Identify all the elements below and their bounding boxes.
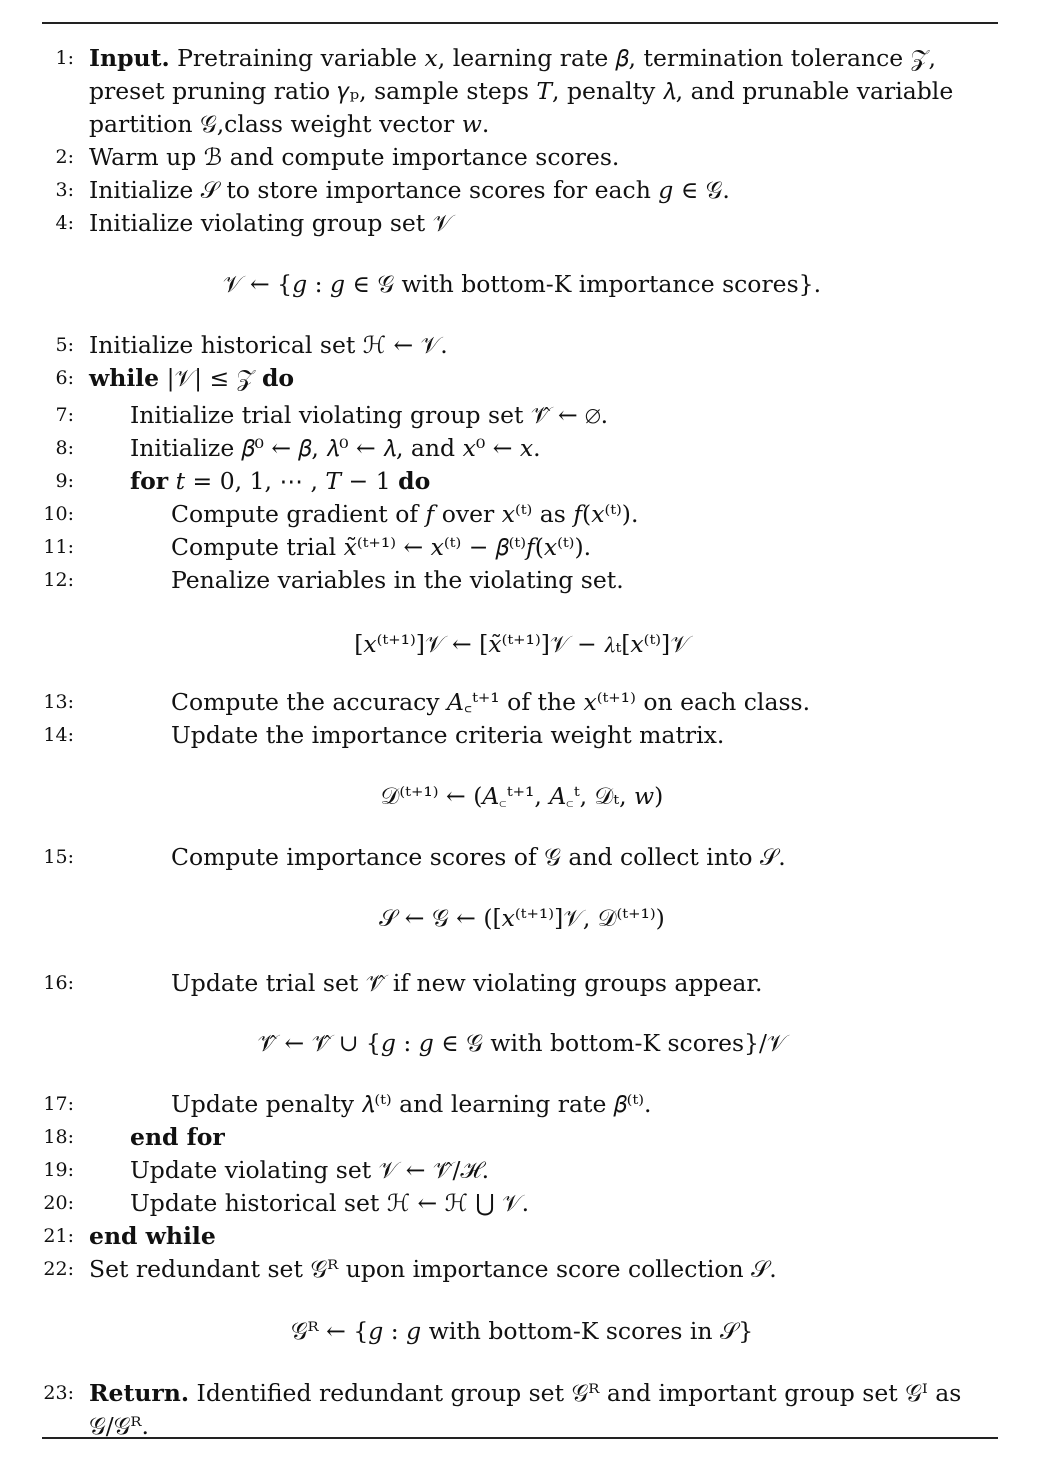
line-number: 15: [43, 846, 74, 868]
line-number: 8: [55, 437, 74, 459]
statement: Penalize variables in the violating set. [171, 566, 624, 594]
line-text [130, 1154, 489, 1187]
line-number: 5: [55, 334, 74, 356]
line-number: 10: [43, 503, 74, 525]
line-text [89, 1220, 216, 1253]
statement: partition 𝒢,class weight vector 𝑤. [89, 110, 490, 138]
statement: Initialize historical set ℋ ← 𝒱. [89, 331, 448, 359]
line-text [171, 967, 763, 1000]
statement: Warm up ℬ and compute importance scores. [89, 143, 620, 171]
line-number: 22: [43, 1258, 74, 1280]
statement: Identified redundant group set 𝒢ᴿ and important group set 𝒢ᴵ as [189, 1379, 962, 1407]
statement: 𝒢/𝒢ᴿ. [89, 1412, 149, 1440]
keyword: end while [89, 1222, 216, 1250]
keyword: do [262, 364, 295, 392]
line-number: 18: [43, 1126, 74, 1148]
line-text [89, 1377, 961, 1410]
statement: Compute importance scores of 𝒢 and collect into 𝒮. [171, 843, 786, 871]
statement: Compute trial 𝑥̃⁽ᵗ⁺¹⁾ ← 𝑥⁽ᵗ⁾ − 𝛽⁽ᵗ⁾𝑓(𝑥⁽ᵗ⁾). [171, 533, 592, 561]
line-text [89, 108, 489, 141]
display-equation: 𝒟⁽ᵗ⁺¹⁾ ← (𝐴꜀ᵗ⁺¹, 𝐴꜀ᵗ, 𝒟ₜ, 𝑤) [380, 782, 664, 810]
statement: Set redundant set 𝒢ᴿ upon importance score collection 𝒮. [89, 1255, 777, 1283]
line-text [89, 141, 619, 174]
line-number: 13: [43, 691, 74, 713]
line-text [130, 1187, 529, 1220]
line-number: 23: [43, 1382, 74, 1404]
line-number: 1: [55, 47, 74, 69]
statement: Initialize 𝒮 to store importance scores for each 𝑔 ∈ 𝒢. [89, 176, 730, 204]
line-number: 12: [43, 569, 74, 591]
line-text [89, 174, 730, 207]
statement: Initialize trial violating group set 𝒱̂ ← ∅. [130, 401, 609, 429]
line-text [171, 686, 810, 719]
line-text [171, 531, 591, 564]
line-number: 2: [55, 146, 74, 168]
display-equation: 𝒱̂ ← 𝒱̂ ∪ {𝑔 : 𝑔 ∈ 𝒢 with bottom-K scores}/𝒱 [257, 1029, 787, 1057]
statement: preset pruning ratio 𝛾ₚ, sample steps 𝑇, penalty 𝜆, and prunable variable [89, 77, 954, 105]
line-number: 11: [43, 536, 74, 558]
line-text [89, 1410, 149, 1443]
line-text [89, 329, 448, 362]
line-number: 17: [43, 1093, 74, 1115]
display-equation: 𝒮 ← 𝒢 ← ([𝑥⁽ᵗ⁺¹⁾]𝒱, 𝒟⁽ᵗ⁺¹⁾) [379, 904, 665, 932]
keyword: Return. [89, 1379, 190, 1407]
line-number: 3: [55, 179, 74, 201]
statement: Pretraining variable 𝑥, learning rate 𝛽, termination tolerance 𝒵, [169, 44, 937, 72]
line-text [171, 498, 638, 531]
line-text [89, 42, 936, 75]
line-text [89, 207, 452, 240]
statement: Compute gradient of 𝑓 over 𝑥⁽ᵗ⁾ as 𝑓(𝑥⁽ᵗ⁾). [171, 500, 639, 528]
keyword: Input. [89, 44, 170, 72]
display-equation: 𝒢ᴿ ← {𝑔 : 𝑔 with bottom-K scores in 𝒮} [290, 1317, 754, 1345]
statement: Update violating set 𝒱 ← 𝒱̂/ℋ. [130, 1156, 490, 1184]
line-number: 19: [43, 1159, 74, 1181]
keyword: for [130, 467, 169, 495]
top-rule [42, 22, 998, 24]
display-equation: [𝑥⁽ᵗ⁺¹⁾]𝒱 ← [𝑥̃⁽ᵗ⁺¹⁾]𝒱 − 𝜆ₜ[𝑥⁽ᵗ⁾]𝒱 [354, 630, 690, 658]
line-number: 9: [55, 470, 74, 492]
line-number: 6: [55, 367, 74, 389]
bottom-rule [42, 1437, 998, 1439]
statement: 𝑡 = 0, 1, ⋯ , 𝑇 − 1 [168, 467, 399, 495]
statement: Update the importance criteria weight matrix. [171, 721, 725, 749]
line-text [130, 432, 541, 465]
line-number: 20: [43, 1192, 74, 1214]
line-text [89, 75, 953, 108]
statement: |𝒱| ≤ 𝒵 [159, 364, 262, 392]
keyword: do [398, 467, 431, 495]
statement: Compute the accuracy 𝐴꜀ᵗ⁺¹ of the 𝑥⁽ᵗ⁺¹⁾ on each class. [171, 688, 811, 716]
line-text [171, 719, 724, 752]
line-number: 21: [43, 1225, 74, 1247]
statement: Initialize 𝛽⁰ ← 𝛽, 𝜆⁰ ← 𝜆, and 𝑥⁰ ← 𝑥. [130, 434, 541, 462]
statement: Initialize violating group set 𝒱 [89, 209, 453, 237]
keyword: while [89, 364, 160, 392]
line-text [89, 362, 294, 395]
line-text [130, 1121, 225, 1154]
line-text [130, 465, 430, 498]
line-text [130, 399, 608, 432]
statement: Update historical set ℋ ← ℋ ⋃ 𝒱. [130, 1189, 530, 1217]
line-text [171, 841, 786, 874]
statement: Update penalty 𝜆⁽ᵗ⁾ and learning rate 𝛽⁽ᵗ⁾. [171, 1090, 652, 1118]
keyword: end for [130, 1123, 225, 1151]
display-equation: 𝒱 ← {𝑔 : 𝑔 ∈ 𝒢 with bottom-K importance scores}. [222, 270, 822, 298]
line-number: 16: [43, 972, 74, 994]
line-text [171, 1088, 651, 1121]
line-text [171, 564, 624, 597]
line-number: 14: [43, 724, 74, 746]
line-number: 4: [55, 212, 74, 234]
line-number: 7: [55, 404, 74, 426]
line-text [89, 1253, 777, 1286]
statement: Update trial set 𝒱̂ if new violating groups appear. [171, 969, 763, 997]
